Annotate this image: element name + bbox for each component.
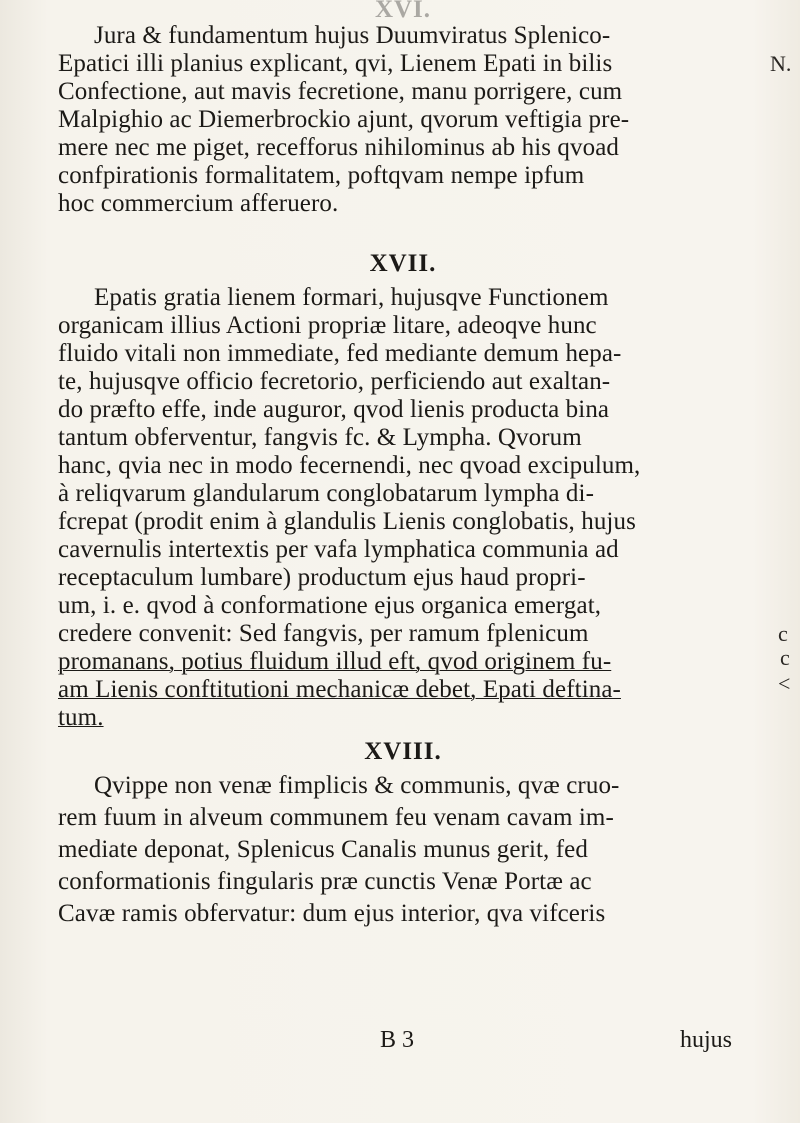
text-line: organicam illius Actioni propriæ litare, adeoqve hunc <box>58 312 597 339</box>
text-line: hoc commercium afferuero. <box>58 190 339 217</box>
text-line: mere nec me piget, recefforus nihilominus ab his qvoad <box>58 134 620 161</box>
text-line: um, i. e. qvod à conformatione ejus organica emergat, <box>58 592 602 619</box>
running-head: XVI. <box>374 0 432 23</box>
text-line: tum. <box>58 704 104 731</box>
text-line: confpirationis formalitatem, poftqvam nempe ipfum <box>58 162 585 189</box>
text-line: Epatis gratia lienem formari, hujusqve Functionem <box>94 284 609 311</box>
signature-mark: B 3 <box>380 1027 415 1053</box>
text-line: te, hujusqve officio fecretorio, perficiendo aut exaltan- <box>58 368 611 395</box>
text-line: promanans, potius fluidum illud eft, qvod originem fu- <box>58 648 612 675</box>
text-line: mediate deponat, Splenicus Canalis munus gerit, fed <box>58 836 588 863</box>
text-line: rem fuum in alveum communem feu venam cavam im- <box>58 804 614 831</box>
margin-note: c <box>778 621 788 646</box>
text-line: tantum obferventur, fangvis fc. & Lympha. Qvorum <box>58 424 582 451</box>
text-line: Confectione, aut mavis fecretione, manu porrigere, cum <box>58 78 623 105</box>
text-line: hanc, qvia nec in modo fecernendi, nec qvoad excipulum, <box>58 452 641 479</box>
catchword: hujus <box>680 1027 733 1053</box>
margin-note: c <box>780 645 790 670</box>
section-heading-18: XVIII. <box>364 738 442 765</box>
text-line: Malpighio ac Diemerbrockio ajunt, qvorum veftigia pre- <box>58 106 630 133</box>
text-line: fluido vitali non immediate, fed mediante demum hepa- <box>58 340 622 367</box>
text-line: à reliqvarum glandularum conglobatarum lympha di- <box>58 480 594 507</box>
text-line: cavernulis intertextis per vafa lymphatica communia ad <box>58 536 619 563</box>
text-line: receptaculum lumbare) productum ejus haud propri- <box>58 564 586 591</box>
text-line: Epatici illi planius explicant, qvi, Lienem Epati in bilis <box>58 50 613 77</box>
text-line: fcrepat (prodit enim à glandulis Lienis conglobatis, hujus <box>58 508 636 535</box>
text-line: am Lienis conftitutioni mechanicæ debet, Epati deftina- <box>58 676 621 703</box>
text-line: Cavæ ramis obfervatur: dum ejus interior, qva vifceris <box>58 900 606 927</box>
margin-note: < <box>778 671 791 696</box>
text-line: do præfto effe, inde auguror, qvod lienis producta bina <box>58 396 610 423</box>
section-heading-17: XVII. <box>369 250 437 277</box>
text-line: conformationis fingularis præ cunctis Venæ Portæ ac <box>58 868 592 895</box>
text-line: credere convenit: Sed fangvis, per ramum fplenicum <box>58 620 589 647</box>
text-line: Qvippe non venæ fimplicis & communis, qvæ cruo- <box>94 772 620 799</box>
margin-note: N. <box>770 51 792 76</box>
text-line: Jura & fundamentum hujus Duumviratus Splenico- <box>94 22 611 49</box>
